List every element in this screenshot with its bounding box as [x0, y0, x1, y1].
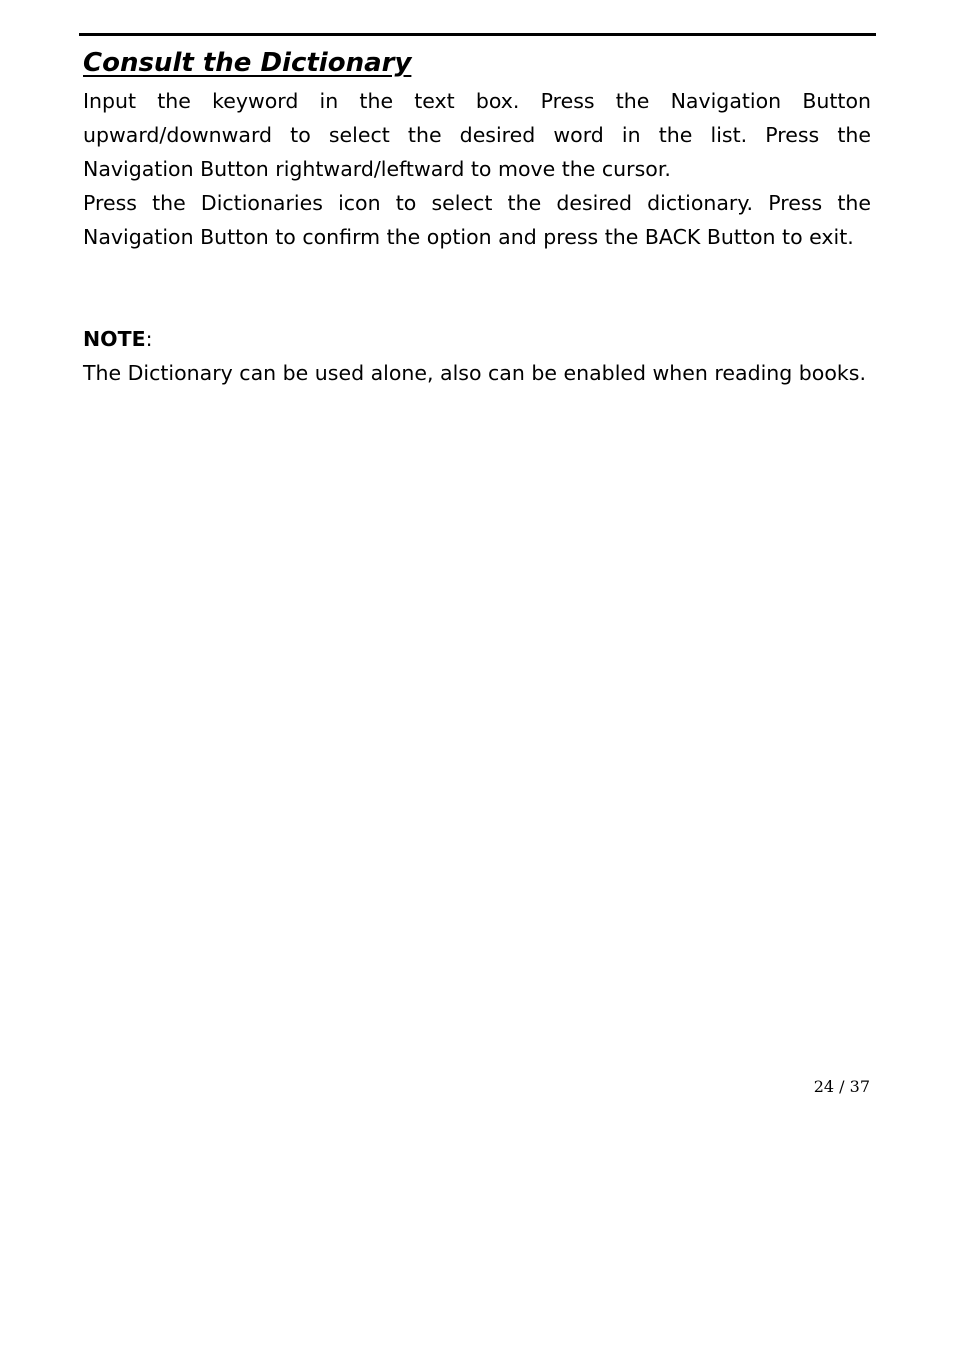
top-rule [79, 33, 876, 36]
note-label: NOTE [83, 327, 146, 351]
note-heading [83, 322, 153, 356]
instruction-paragraph-dictionaries: Press the Dictionaries icon to select the desired dictionary. Press the Navigation Button to confirm the option and press the BACK Button to exit. [83, 191, 871, 249]
section-title: Consult the Dictionary [83, 48, 412, 78]
note-separator: : [145, 327, 153, 351]
note-text: The Dictionary can be used alone, also can be enabled when reading books. [83, 361, 866, 385]
instruction-paragraph-keyword: Input the keyword in the text box. Press the Navigation Button upward/downward to select the desired word in the list. Press the Navigation Button rightward/leftward to move the cursor. [83, 89, 871, 181]
page-number: 24 / 37 [813, 1077, 870, 1096]
